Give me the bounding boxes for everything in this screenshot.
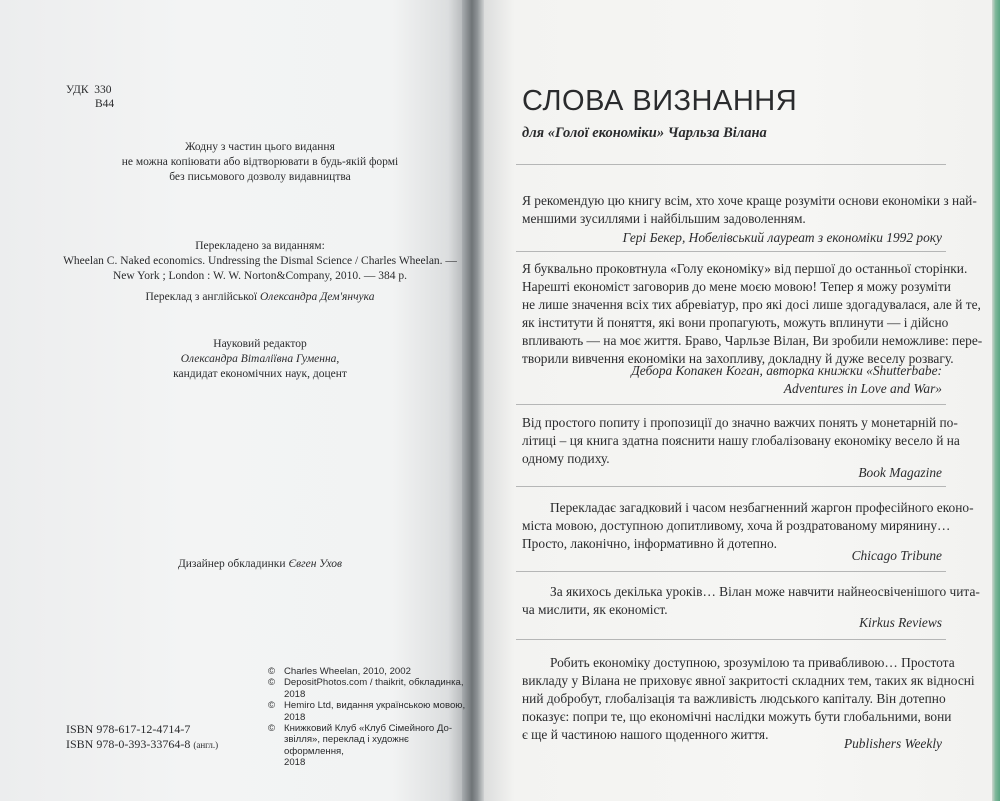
divider [516, 251, 946, 252]
udk-code: УДК 330 [66, 84, 112, 96]
copyright-notice [60, 140, 460, 185]
attribution-line: Гері Бекер, Нобелівський лауреат з економіки 1992 року [622, 230, 942, 245]
quote-line: показує: попри те, що економічні наслідки можуть бути глобальними, вони [522, 709, 952, 724]
quote-line: Перекладає загадковий і часом незбагненний жаргон професійного еконо- [550, 500, 974, 515]
editor-block [60, 337, 460, 382]
editor-name: Олександра Віталіївна Гуменна, [180, 353, 340, 365]
quote-line: ний добробут, глобалізація та важливість людського капіталу. Він дотепно [522, 691, 946, 706]
copyright-entry [268, 723, 468, 769]
quote-line: не лише значення всіх тих абревіатур, про які досі лише здогадувалася, але й те, [522, 297, 981, 312]
source-edition-line: New York ; London : W. W. Norton&Company, 2010. — 384 p. [112, 270, 408, 282]
translated-from-label: Перекладено за виданням: [195, 240, 325, 252]
quote-attribution [522, 735, 942, 753]
quote-attribution [522, 362, 942, 398]
isbn-number: ISBN 978-0-393-33764-8 [66, 737, 194, 751]
quote-text [522, 260, 983, 368]
quote-attribution [522, 229, 942, 247]
divider [516, 639, 946, 640]
quote-attribution [522, 547, 942, 565]
quote-attribution [522, 464, 942, 482]
quote-line: одному подиху. [522, 451, 610, 466]
isbn-note: (англ.) [193, 740, 219, 750]
notice-line: не можна копіювати або відтворювати в будь-якій формі [121, 156, 399, 168]
quote-line: Я рекомендую цю книгу всім, хто хоче краще розуміти основи економіки з най- [522, 193, 977, 208]
copyright-text: 2018 [284, 757, 306, 769]
copyright-entry [268, 666, 468, 677]
quote-text [522, 499, 974, 553]
quote-line: Від простого попиту і пропозиції до значно важчих понять у монетарній по- [522, 415, 958, 430]
attribution-line: Publishers Weekly [843, 736, 942, 751]
source-edition-block [52, 239, 468, 284]
quote-line: Нарешті економіст заговорив до мене моєю мовою! Тепер я можу розуміти [522, 279, 951, 294]
source-edition-line: Wheelan C. Naked economics. Undressing the Dismal Science / Charles Wheelan. — [63, 255, 457, 267]
quote-text [522, 192, 977, 228]
editor-label: Науковий редактор [213, 338, 307, 350]
copyright-symbol: © [268, 666, 276, 677]
copyright-text: Книжковий Клуб «Клуб Сімейного До- [284, 723, 453, 735]
translation-prefix: Переклад з англійської [145, 291, 260, 303]
classification-codes [66, 83, 114, 111]
quote-line: є ще й частиною нашого щоденного життя. [522, 727, 769, 742]
designer-line [60, 557, 460, 572]
quote-line: ча мислити, як економіст. [522, 602, 668, 617]
quote-text [522, 414, 960, 468]
copyright-text: 2018 [284, 688, 306, 700]
copyright-entry [268, 700, 468, 723]
copyright-text: DepositPhotos.com / thaikrit, обкладинка, [284, 677, 464, 689]
isbn-number: ISBN 978-617-12-4714-7 [66, 722, 191, 736]
quote-line: Просто, лаконічно, інформативно й дотепно. [522, 536, 778, 551]
copyright-text: Charles Wheelan, 2010, 2002 [284, 666, 411, 677]
quote-line: меншими зусиллями і найбільшим задоволенням. [522, 211, 806, 226]
attribution-line: Adventures in Love and War» [783, 381, 942, 396]
notice-line: без письмового дозволу видавництва [169, 171, 351, 183]
notice-line: Жодну з частин цього видання [185, 141, 335, 153]
copyright-symbol: © [268, 723, 276, 735]
divider [516, 486, 946, 487]
attribution-line: Chicago Tribune [851, 548, 942, 563]
isbn-line [66, 737, 218, 753]
quote-text [522, 654, 975, 744]
quote-line: творили вивчення економіки на захопливу, докладну й дуже веселу розвагу. [522, 351, 954, 366]
quote-line: За якихось декілька уроків… Вілан може навчити найнеосвіченішого чита- [550, 584, 980, 599]
copyright-entry [268, 677, 468, 700]
divider [516, 571, 946, 572]
copyright-symbol: © [268, 700, 276, 712]
attribution-line: Book Magazine [858, 465, 942, 480]
quote-line: Я буквально проковтнула «Голу економіку» від першої до останньої сторінки. [522, 261, 968, 276]
copyright-text: 2018 [284, 711, 306, 723]
quote-attribution [522, 614, 942, 632]
copyright-text: Hemiro Ltd, видання українською мовою, [284, 700, 466, 712]
page-subheading: для «Голої економіки» Чарльза Вілана [522, 125, 767, 141]
isbn-list [66, 722, 218, 753]
designer-name: Євген Ухов [288, 558, 343, 570]
quote-line: літиці – ця книга здатна пояснити нашу глобалізовану економіку весело й на [522, 433, 960, 448]
translator-name: Олександра Дем'янчука [259, 291, 375, 303]
isbn-line [66, 722, 218, 737]
bbk-code: В44 [95, 98, 115, 110]
quote-line: впливають — на моє життя. Браво, Чарльзе Вілан, Ви зробили неможливе: пере- [522, 333, 983, 348]
quote-line: викладу у Вілана не приховує явної закритості складних тем, таких як відносні [522, 673, 975, 688]
copyright-symbol: © [268, 677, 276, 689]
copyright-list [268, 666, 468, 769]
page-heading: СЛОВА ВИЗНАННЯ [522, 85, 798, 117]
page-edge [992, 0, 1000, 801]
designer-prefix: Дизайнер обкладинки [177, 558, 289, 570]
quote-line: як інститути й поняття, які вони пропагують, можуть вплинути — і дійсно [522, 315, 949, 330]
copyright-text: звілля», переклад і художнє оформлення, [284, 734, 409, 757]
editor-title: кандидат економічних наук, доцент [173, 368, 347, 380]
quote-line: Робить економіку доступною, зрозумілою та привабливою… Простота [550, 655, 955, 670]
divider [516, 404, 946, 405]
translator-line [60, 290, 460, 305]
attribution-line: Дебора Копакен Коган, авторка книжки «Shutterbabe: [631, 363, 942, 378]
quote-line: міста мовою, доступною допитливому, хоча й роздратованому мирянину… [522, 518, 951, 533]
divider [516, 164, 946, 165]
attribution-line: Kirkus Reviews [859, 615, 942, 630]
